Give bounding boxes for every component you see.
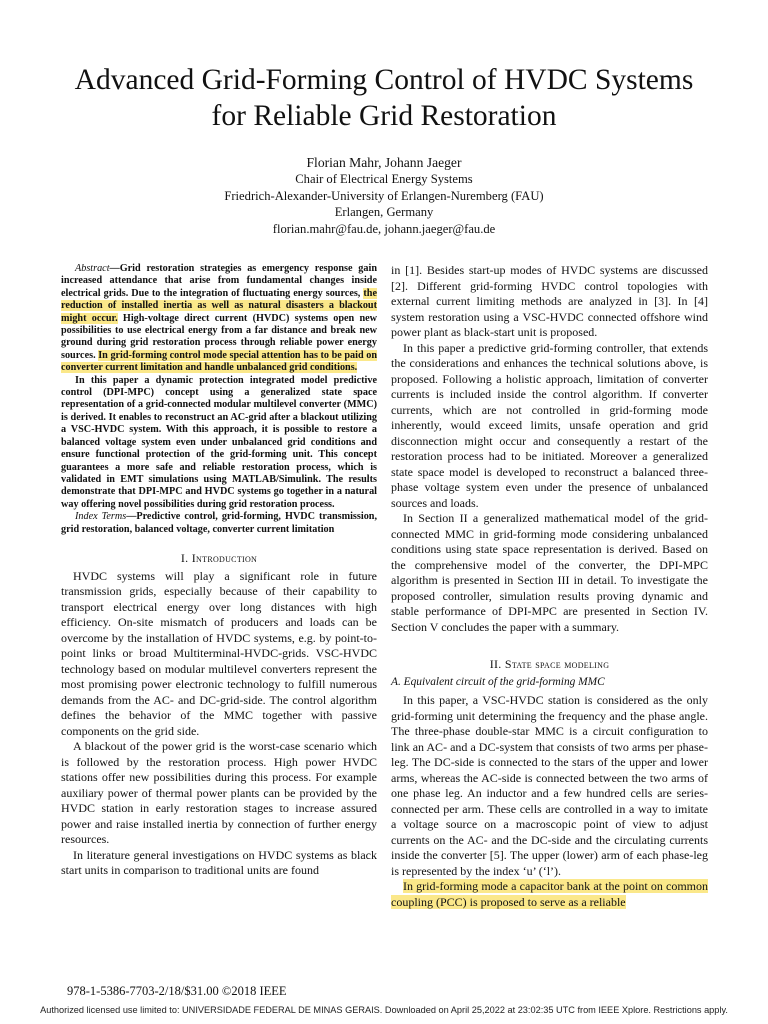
intro-paragraph-3: In literature general investigations on HVDC systems as black start units in comparison to traditional units are found — [61, 847, 377, 878]
highlight-current-limitation: In grid-forming control mode special attention has to be paid on converter current limitation and handle unbalanced grid conditions. — [61, 349, 377, 374]
abstract — [61, 263, 377, 536]
index-terms — [61, 511, 377, 536]
affiliation-chair: Chair of Electrical Energy Systems — [295, 172, 473, 186]
right-paragraph-2: In this paper a predictive grid-forming controller, that extends the considerations and enhances the technical solutions above, is proposed. Following a holistic approach, limitation of converter currents is included inside the control algorithm. If converter currents, which are not controlled in grid-forming mode inherently, would exceed limits, unsafe operation and grid disconnection might occur and consequently a restart of the restoration process had to be initiated. Moreover a generalized state space model is developed to reconstruct a balanced three-phase voltage system even under the presence of unbalanced sources and loads. — [391, 340, 708, 510]
abstract-paragraph-2: In this paper a dynamic protection integrated model predictive control (DPI-MPC) concept using a generalized state space representation of a grid-connected modular multilevel converter (MMC) is derived. It enables to reconstruct an AC-grid after a blackout utilizing a VSC-HVDC system. With this approach, it is possible to restore a balanced voltage system even under unbalanced grid conditions and ensure functional protection of the grid-forming unit. This concept guarantees a more safe and reliable restoration process, which is validated in EMT simulations using MATLAB/Simulink. The results demonstrate that DPI-MPC and HVDC systems go together in a natural way offering novel possibilities during grid restoration process. — [61, 374, 377, 510]
author-names: Florian Mahr, Johann Jaeger — [306, 155, 462, 170]
abstract-text-a: —Grid restoration strategies as emergency response gain increased attendance that arise from fundamental changes inside electrical grids. Due to the integration of fluctuating energy sources, — [61, 263, 377, 299]
state-space-paragraph-2 — [391, 879, 708, 910]
intro-paragraph-2: A blackout of the power grid is the worst-case scenario which is followed by the restoration process. High power HVDC stations offer new possibilities during this process. For example auxiliary power of thermal power plants can be provided by the HVDC station in early restoration stages to increase assured power and raise installed inertia by connection of further energy resources. — [61, 739, 377, 847]
author-email: florian.mahr@fau.de, johann.jaeger@fau.de — [272, 221, 496, 236]
author-block — [0, 154, 768, 237]
license-notice: Authorized licensed use limited to: UNIVERSIDADE FEDERAL DE MINAS GERAIS. Downloaded on April 25,2022 at 23:02:35 UTC from IEEE Xplore. Restrictions apply. — [40, 1005, 728, 1015]
title-line-1: Advanced Grid-Forming Control of HVDC Systems — [74, 64, 694, 96]
highlight-inertia: the reduction of installed inertia as well as natural disasters a blackout might occur. — [61, 287, 377, 324]
right-paragraph-1: in [1]. Besides start-up modes of HVDC systems are discussed [2]. Different grid-forming HVDC control topologies with external current limiting methods are analyzed in [3]. In [4] system restoration using a VSC-HVDC connected offshore wind power plant as black-start unit is proposed. — [391, 263, 708, 339]
left-column — [61, 263, 377, 879]
abstract-paragraph-1 — [61, 263, 377, 375]
state-space-body — [391, 693, 708, 910]
abstract-lead: Abstract — [75, 263, 110, 274]
heading-introduction: I. Introduction — [180, 550, 258, 565]
right-column — [391, 263, 708, 910]
subheading-equivalent-circuit: A. Equivalent circuit of the grid-forming MMC — [391, 676, 605, 688]
right-paragraph-3: In Section II a generalized mathematical model of the grid-connected MMC in grid-forming mode considering unbalanced conditions using state space representation is derived. Based on the comprehensive model of the converter, the DPI-MPC algorithm is presented in Section III in detail. To investigate the proposed controller, simulation results proving dynamic and stable performance of DPI-MPC are presented in Section IV. Section V concludes the paper with a summary. — [391, 511, 708, 634]
affiliation-university: Friedrich-Alexander-University of Erlangen-Nuremberg (FAU) — [224, 188, 544, 203]
right-body — [391, 263, 708, 635]
introduction-body — [61, 569, 377, 879]
highlight-capacitor-bank: In grid-forming mode a capacitor bank at the point on common coupling (PCC) is proposed to serve as a reliable — [391, 879, 708, 909]
index-terms-lead: Index Terms — [75, 511, 127, 523]
isbn-copyright: 978-1-5386-7703-2/18/$31.00 ©2018 IEEE — [67, 984, 287, 998]
index-terms-text: —Predictive control, grid-forming, HVDC transmission, grid restoration, balanced voltage, converter current limitation — [61, 511, 377, 535]
intro-paragraph-1: HVDC systems will play a significant role in future transmission grids, especially because of their capability to transport electrical energy over long distances with high efficiency. On-site mismatch of producers and loads can be overcome by the installation of HVDC systems, e.g. by point-to-point links or broad Multiterminal-HVDC-grids. VSC-HVDC technology based on modular multilevel converters represent the most promising power electronic technology to fulfill numerous demands from the AC- and DC-grid-side. The control algorithm defines the behavior of the MMC together with passive components on the grid side. — [61, 568, 377, 738]
state-space-paragraph-1: In this paper, a VSC-HVDC station is considered as the only grid-forming unit determining the frequency and the phase angle. The three-phase double-star MMC is a circuit configuration to link an AC- and a DC-system that consists of two arms per phase-leg. The DC-side is connected to the stars of the upper and lower arms, whereas the AC-side is connected between the two arms of one phase leg. An inductor and a few hundred cells are series-connected per arm. These cells are controlled in a way to imitate a voltage source on a macroscopic point of view to adjust currents on the AC- and the DC-side and the circulating currents inside the converter [5]. The upper (lower) arm of each phase-leg is represented by the index ‘u’ (‘l’). — [391, 693, 708, 878]
abstract-text-b: High-voltage direct current (HVDC) systems open new possibilities to use electrical energy from a far distance and break new ground during grid restoration process through reliable power energy sources. — [61, 312, 377, 361]
author-location: Erlangen, Germany — [334, 205, 434, 220]
heading-state-space: II. State space modeling — [489, 657, 610, 671]
title-line-2: for Reliable Grid Restoration — [211, 100, 557, 132]
paper-title — [0, 62, 768, 134]
